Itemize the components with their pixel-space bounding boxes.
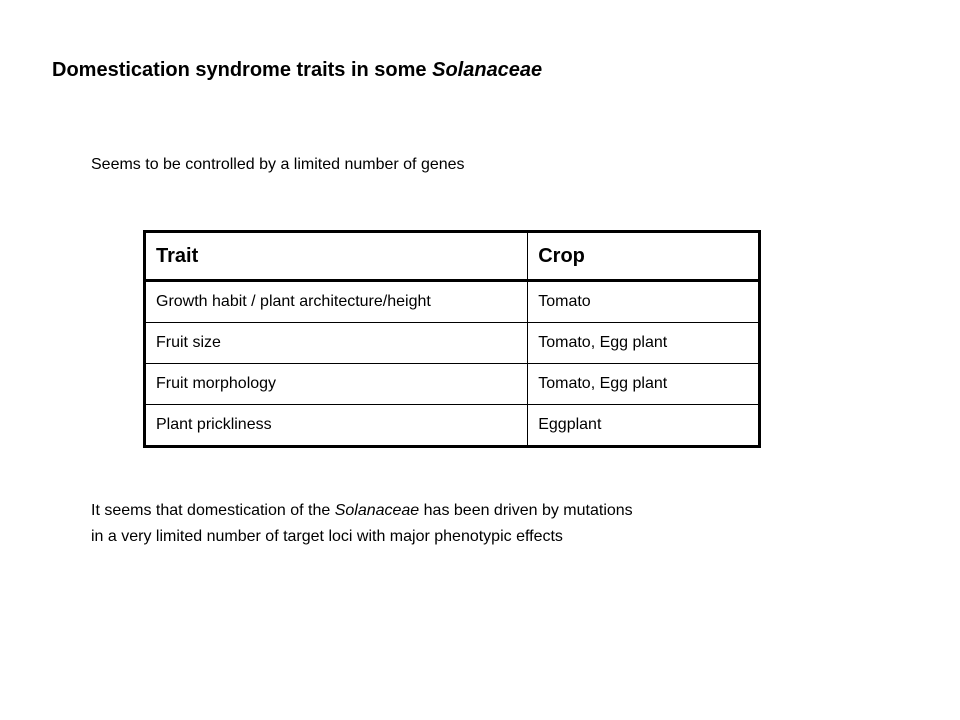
table-header-row — [145, 232, 760, 281]
slide-title — [52, 56, 542, 84]
trait-crop-table — [143, 230, 761, 448]
trait-cell: Plant prickliness — [145, 405, 528, 447]
title-italic-term: Solanaceae — [432, 59, 543, 81]
title-text: Domestication syndrome traits in some — [52, 59, 433, 81]
crop-cell: Tomato — [528, 281, 760, 323]
conclusion-line-1-prefix: It seems that domestication of the — [91, 502, 335, 519]
trait-cell: Fruit morphology — [145, 364, 528, 405]
table-row — [145, 281, 760, 323]
conclusion-line-1-suffix: has been driven by mutations — [419, 502, 633, 519]
crop-cell: Tomato, Egg plant — [528, 323, 760, 364]
crop-cell: Tomato, Egg plant — [528, 364, 760, 405]
table-row — [145, 405, 760, 447]
crop-cell: Eggplant — [528, 405, 760, 447]
conclusion-line-1 — [91, 498, 633, 524]
subtitle: Seems to be controlled by a limited number of genes — [91, 156, 465, 173]
conclusion-italic-term: Solanaceae — [334, 502, 420, 519]
conclusion-paragraph — [91, 498, 633, 550]
header-crop: Crop — [528, 232, 760, 281]
header-trait: Trait — [145, 232, 528, 281]
conclusion-line-2: in a very limited number of target loci with major phenotypic effects — [91, 528, 563, 545]
table-row — [145, 364, 760, 405]
trait-cell: Fruit size — [145, 323, 528, 364]
table-row — [145, 323, 760, 364]
trait-cell: Growth habit / plant architecture/height — [145, 281, 528, 323]
